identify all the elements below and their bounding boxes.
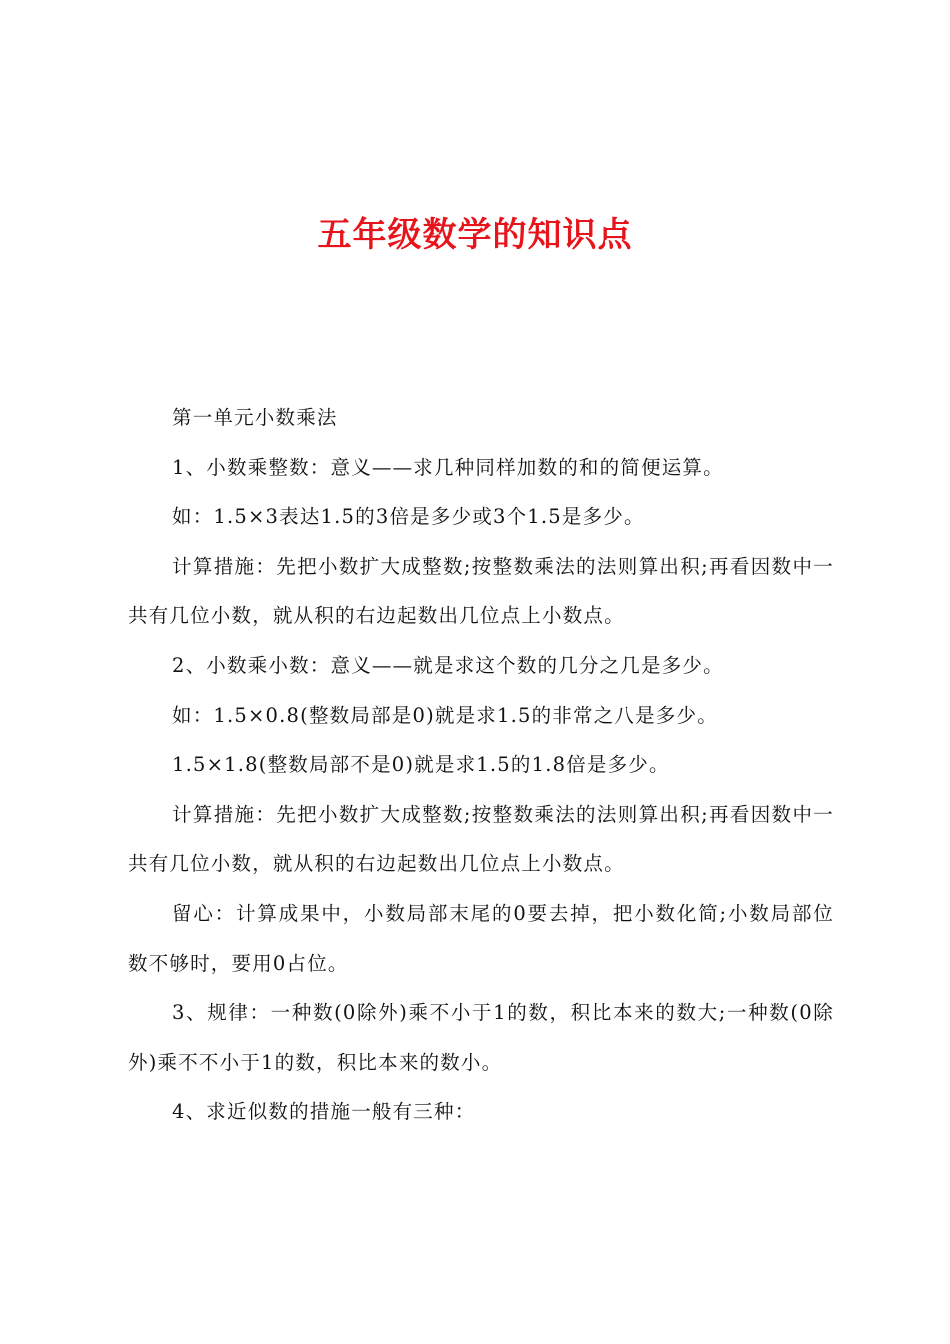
paragraph: 2、小数乘小数：意义——就是求这个数的几分之几是多少。 [172,653,724,677]
paragraph: 计算措施：先把小数扩大成整数;按整数乘法的法则算出积;再看因数中一共有几位小数，就从积的右边起数出几位点上小数点。 [128,554,834,628]
paragraph-unit-heading: 第一单元小数乘法 [172,406,338,429]
document-title: 五年级数学的知识点 [317,215,633,255]
paragraph: 计算措施：先把小数扩大成整数;按整数乘法的法则算出积;再看因数中一共有几位小数，就从积的右边起数出几位点上小数点。 [128,802,834,876]
paragraph: 留心：计算成果中，小数局部末尾的0要去掉，把小数化简;小数局部位数不够时，要用0占位。 [128,901,834,975]
paragraph: 如：1.5×0.8(整数局部是0)就是求1.5的非常之八是多少。 [172,703,718,727]
paragraph: 1、小数乘整数：意义——求几种同样加数的和的简便运算。 [172,455,724,479]
paragraph: 4、求近似数的措施一般有三种： [172,1100,476,1124]
paragraph: 3、规律：一种数(0除外)乘不小于1的数，积比本来的数大;一种数(0除外)乘不不小于1的数，积比本来的数小。 [128,1001,834,1074]
paragraph: 1.5×1.8(整数局部不是0)就是求1.5的1.8倍是多少。 [172,753,670,777]
document-body [128,393,834,1137]
paragraph: 如：1.5×3表达1.5的3倍是多少或3个1.5是多少。 [172,505,645,529]
